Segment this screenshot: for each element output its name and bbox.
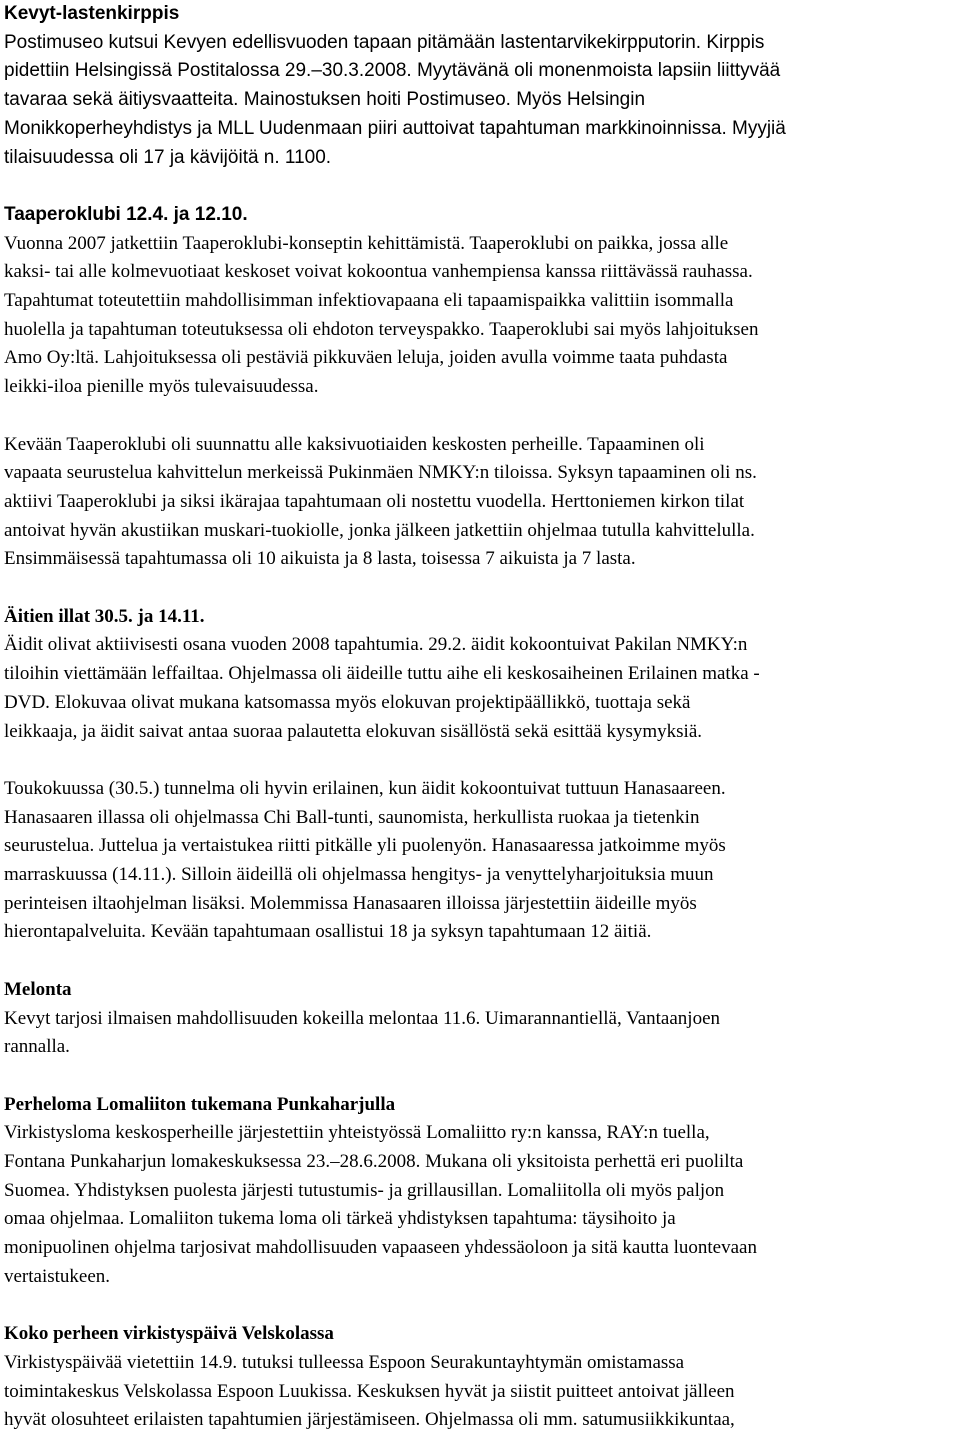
paragraph-line: omaa ohjelmaa. Lomaliiton tukema loma oli tärkeä yhdistyksen tapahtuma: täysihoito ja bbox=[4, 1208, 676, 1230]
paragraph-line: DVD. Elokuvaa olivat mukana katsomassa myös elokuvan projektipäällikkö, tuottaja sekä bbox=[4, 691, 691, 713]
paragraph-line: pidettiin Helsingissä Postitalossa 29.–30.3.2008. Myytävänä oli monenmoista lapsiin liittyvää bbox=[4, 60, 781, 82]
section-heading: Äitien illat 30.5. ja 14.11. bbox=[4, 605, 205, 627]
paragraph-line: Virkistyspäivää vietettiin 14.9. tutuksi tulleessa Espoon Seurakuntayhtymän omistamassa bbox=[4, 1351, 685, 1373]
paragraph-line: Virkistysloma keskosperheille järjestettiin yhteistyössä Lomaliitto ry:n kanssa, RAY:n tuella, bbox=[4, 1122, 710, 1144]
section-kevyt-lastenkirppis bbox=[4, 0, 956, 172]
paragraph-line: huolella ja tapahtuman toteutuksessa oli ehdoton terveyspakko. Taaperoklubi sai myös lahjoituksen bbox=[4, 318, 759, 340]
paragraph-line: tavaraa sekä äitiysvaatteita. Mainostuksen hoiti Postimuseo. Myös Helsingin bbox=[4, 89, 646, 111]
paragraph-line: kaksi- tai alle kolmevuotiaat keskoset voivat kokoontua vanhempiensa kanssa riittävässä rauhassa. bbox=[4, 261, 753, 283]
section-heading: Kevyt-lastenkirppis bbox=[4, 3, 180, 24]
paragraph-line: perinteisen iltaohjelman lisäksi. Molemmissa Hanasaaren illoissa järjestettiin äideille myös bbox=[4, 892, 697, 914]
paragraph-line: vapaata seurustelua kahvittelun merkeissä Pukinmäen NMKY:n tiloissa. Syksyn tapaaminen oli ns. bbox=[4, 462, 757, 484]
paragraph-line: hyvät olosuhteet erilaisten tapahtumien järjestämiseen. Ohjelmassa oli mm. satumusiikkikuntaa, bbox=[4, 1409, 735, 1431]
section-heading: Melonta bbox=[4, 978, 72, 1000]
paragraph-line: Toukokuussa (30.5.) tunnelma oli hyvin erilainen, kun äidit kokoontuivat tuttuun Hanasaareen. bbox=[4, 777, 726, 799]
paragraph-line: Monikkoperheyhdistys ja MLL Uudenmaan piiri auttoivat tapahtuman markkinoinnissa. Myyjiä bbox=[4, 117, 786, 139]
paragraph-line: Fontana Punkaharjun lomakeskuksessa 23.–28.6.2008. Mukana oli yksitoista perhettä eri puolilta bbox=[4, 1151, 744, 1173]
section-virkistyspaiva bbox=[4, 1320, 956, 1435]
paragraph-line: hierontapalveluita. Kevään tapahtumaan osallistui 18 ja syksyn tapahtumaan 12 äitiä. bbox=[4, 921, 652, 943]
paragraph-line: marraskuussa (14.11.). Silloin äideillä oli ohjelmassa hengitys- ja venyttelyharjoituksia muun bbox=[4, 864, 714, 886]
paragraph-line: Ensimmäisessä tapahtumassa oli 10 aikuista ja 8 lasta, toisessa 7 aikuista ja 7 lasta. bbox=[4, 548, 636, 570]
section-perheloma bbox=[4, 1091, 956, 1292]
paragraph-line: Kevyt tarjosi ilmaisen mahdollisuuden kokeilla melontaa 11.6. Uimarannantiellä, Vantaanjoen bbox=[4, 1007, 721, 1029]
paragraph-line: toimintakeskus Velskolassa Espoon Luukissa. Keskuksen hyvät ja siistit puitteet antoivat jälleen bbox=[4, 1380, 735, 1402]
paragraph-line: tilaisuudessa oli 17 ja kävijöitä n. 1100. bbox=[4, 146, 332, 168]
paragraph-line: Suomea. Yhdistyksen puolesta järjesti tutustumis- ja grillausillan. Lomaliitolla oli myös paljon bbox=[4, 1179, 725, 1201]
paragraph-line: Postimuseo kutsui Kevyen edellisvuoden tapaan pitämään lastentarvikekirpputorin. Kirppis bbox=[4, 31, 765, 53]
paragraph-line: Hanasaaren illassa oli ohjelmassa Chi Ball-tunti, saunomista, herkullista ruokaa ja tietenkin bbox=[4, 806, 700, 828]
paragraph-line: Amo Oy:ltä. Lahjoituksessa oli pestäviä pikkuväen leluja, joiden avulla voimme taata puhdasta bbox=[4, 347, 728, 369]
section-heading: Koko perheen virkistyspäivä Velskolassa bbox=[4, 1323, 334, 1345]
paragraph-line: aktiivi Taaperoklubi ja siksi ikärajaa tapahtumaan oli nostettu vuodella. Herttoniemen kirkon tilat bbox=[4, 490, 745, 512]
paragraph-line: Äidit olivat aktiivisesti osana vuoden 2008 tapahtumia. 29.2. äidit kokoontuivat Pakilan NMKY:n bbox=[4, 634, 748, 656]
paragraph-line: leikkaaja, ja äidit saivat antaa suoraa palautetta elokuvan sisällöstä sekä esittää kysymyksiä. bbox=[4, 720, 703, 742]
paragraph-line: rannalla. bbox=[4, 1036, 70, 1058]
paragraph-line: vertaistukeen. bbox=[4, 1265, 111, 1287]
paragraph-line: Vuonna 2007 jatkettiin Taaperoklubi-konseptin kehittämistä. Taaperoklubi on paikka, jossa alle bbox=[4, 232, 729, 254]
section-heading: Taaperoklubi 12.4. ja 12.10. bbox=[4, 203, 248, 225]
paragraph-line: leikki-iloa pienille myös tulevaisuudessa. bbox=[4, 376, 319, 398]
paragraph-line: Kevään Taaperoklubi oli suunnattu alle kaksivuotiaiden keskosten perheille. Tapaaminen oli bbox=[4, 433, 705, 455]
section-melonta bbox=[4, 976, 956, 1062]
paragraph-line: antoivat hyvän akustiikan muskari-tuokiolle, jonka jälkeen jatkettiin ohjelmaa tutulla kahvittelulla. bbox=[4, 519, 755, 541]
section-heading: Perheloma Lomaliiton tukemana Punkaharjulla bbox=[4, 1093, 396, 1115]
paragraph-line: tiloihin viettämään leffailtaa. Ohjelmassa oli äideille tuttu aihe eli keskosaiheinen Erilainen matka - bbox=[4, 663, 760, 685]
paragraph-line: seurustelua. Juttelua ja vertaistukea riitti pitkälle yli puolenyön. Hanasaaressa jatkoimme myös bbox=[4, 835, 726, 857]
section-taaperoklubi bbox=[4, 201, 956, 574]
document-page bbox=[4, 0, 956, 1435]
paragraph-line: Tapahtumat toteutettiin mahdollisimman infektiovapaana eli tapaamispaikka valittiin isommalla bbox=[4, 290, 734, 312]
section-aitien-illat bbox=[4, 603, 956, 947]
paragraph-line: monipuolinen ohjelma tarjosivat mahdollisuuden vapaaseen yhdessäoloon ja sitä kautta luontevaan bbox=[4, 1237, 757, 1259]
